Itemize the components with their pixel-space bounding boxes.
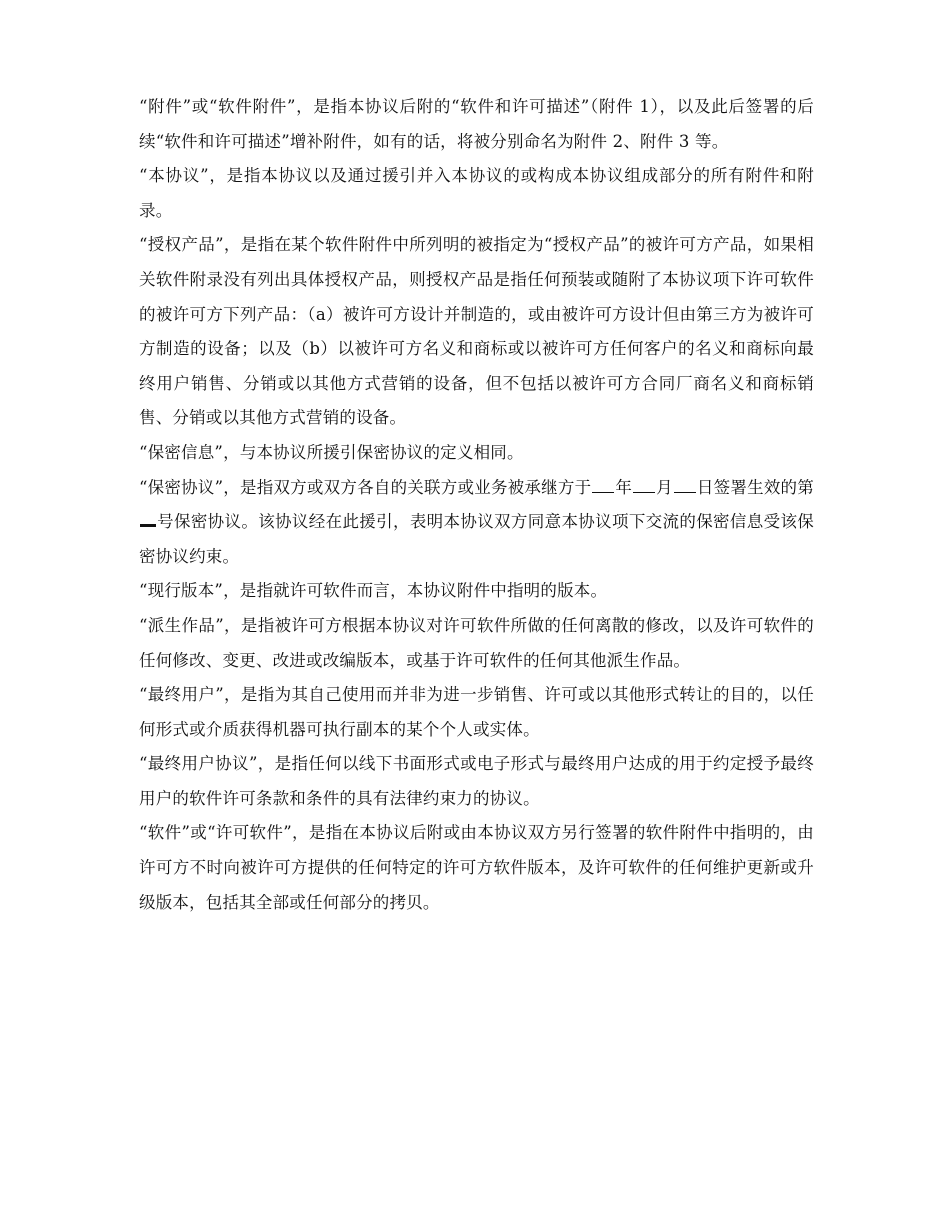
definition-end-user: “最终用户”，是指为其自己使用而并非为进一步销售、许可或以其他形式转让的目的，以任何形式或介质获得机器可执行副本的某个个人或实体。 (139, 685, 814, 739)
definition-software: “软件”或“许可软件”，是指在本协议后附或由本协议双方另行签署的软件附件中指明的，由许可方不时向被许可方提供的任何特定的许可方软件版本，及许可软件的任何维护更新或升级版本，包括其全部或任何部分的拷贝。 (139, 823, 814, 912)
definition-confidential-information: “保密信息”，与本协议所援引保密协议的定义相同。 (139, 442, 524, 462)
definition-confidentiality-agreement (139, 471, 814, 575)
definition-attachment: “附件”或“软件附件”，是指本协议后附的“软件和许可描述”（附件 1），以及此后签署的后续“软件和许可描述”增补附件，如有的话，将被分别命名为附件 2、附件 3 等。 (139, 97, 814, 151)
definition-licensed-product: “授权产品”，是指在某个软件附件中所列明的被指定为“授权产品”的被许可方产品，如果相关软件附录没有列出具体授权产品，则授权产品是指任何预装或随附了本协议项下许可软件的被许可方下列产品：（a）被许可方设计并制造的，或由被许可方设计但由第三方为被许可方制造的设备；以及（b）以被许可方名义和商标或以被许可方任何客户的名义和商标向最终用户销售、分销或以其他方式营销的设备，但不包括以被许可方合同厂商名义和商标销售、分销或以其他方式营销的设备。 (139, 235, 814, 428)
definition-end-user-agreement: “最终用户协议”，是指任何以线下书面形式或电子形式与最终用户达成的用于约定授予最终用户的软件许可条款和条件的具有法律约束力的协议。 (139, 754, 814, 808)
blank-year (592, 478, 614, 493)
confidentiality-text-part-1: “保密协议”，是指双方或双方各自的关联方或业务被承继方于 (139, 477, 592, 497)
confidentiality-text-year: 年 (615, 477, 633, 497)
blank-month (633, 478, 655, 493)
confidentiality-text-part-2: 日签署生效的第 (696, 477, 814, 497)
definition-current-version: “现行版本”，是指就许可软件而言，本协议附件中指明的版本。 (139, 581, 608, 601)
confidentiality-text-month: 月 (656, 477, 673, 497)
blank-day (674, 478, 696, 493)
definition-agreement: “本协议”，是指本协议以及通过援引并入本协议的或构成本协议组成部分的所有附件和附录。 (139, 166, 814, 220)
definition-derivative-works: “派生作品”，是指被许可方根据本协议对许可软件所做的任何离散的修改，以及许可软件的任何修改、变更、改进或改编版本，或基于许可软件的任何其他派生作品。 (139, 615, 814, 670)
blank-agreement-number (140, 510, 156, 527)
document-body (139, 90, 814, 920)
confidentiality-text-part-3: 号保密协议。该协议经在此援引，表明本协议双方同意本协议项下交流的保密信息受该保密协议约束。 (139, 512, 814, 566)
